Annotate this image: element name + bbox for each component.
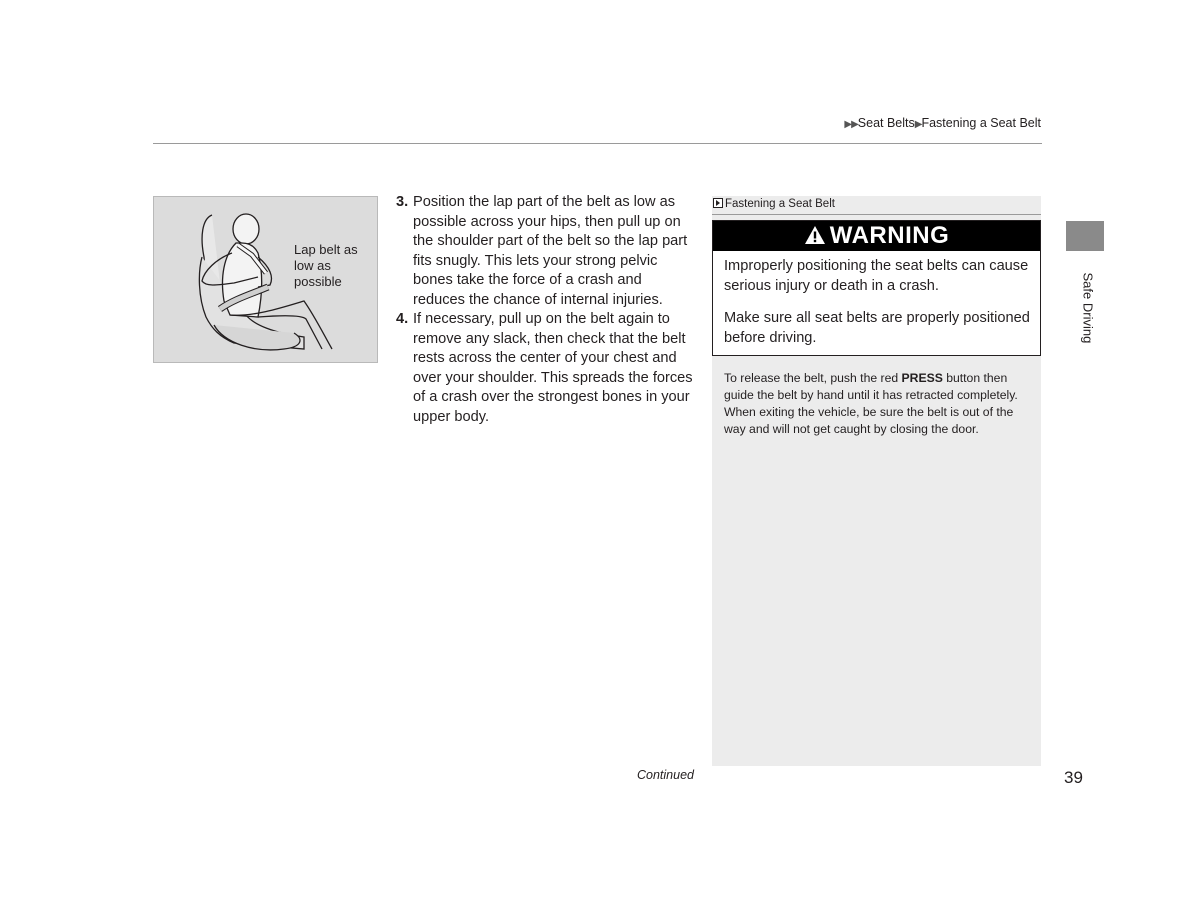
double-triangle-icon: ▶▶ — [844, 119, 858, 130]
section-tab — [1066, 221, 1104, 251]
note-paragraph-exit: When exiting the vehicle, be sure the belt is out of the way and will not get caught by closing the door. — [724, 405, 1014, 436]
warning-heading: WARNING — [829, 222, 950, 249]
warning-paragraph: Improperly positioning the seat belts can cause serious injury or death in a crash. — [724, 258, 1029, 294]
note-text: To release the belt, push the red — [724, 371, 902, 385]
step-text: If necessary, pull up on the belt again to remove any slack, then check that the belt rests across the center of your chest and over your shoulder. This spreads the forces of a crash over the strongest bones in your upper body. — [413, 311, 693, 425]
breadcrumb-item-fastening[interactable]: Fastening a Seat Belt — [921, 116, 1041, 130]
warning-body — [713, 251, 1040, 348]
release-note — [724, 370, 1036, 438]
continued-label: Continued — [637, 768, 694, 782]
warning-paragraph: Make sure all seat belts are properly positioned before driving. — [724, 310, 1030, 346]
warning-box — [712, 220, 1041, 356]
step-number: 4. — [396, 311, 409, 327]
instruction-steps — [392, 193, 694, 427]
step-text: Position the lap part of the belt as low as possible across your hips, then pull up on the shoulder part of the belt so the lap part fits snugly. This lets your strong pelvic bones take the force of a crash and reduces the chance of internal injuries. — [413, 194, 688, 308]
breadcrumb-item-seat-belts[interactable]: Seat Belts — [857, 116, 915, 130]
warning-triangle-icon — [804, 225, 826, 245]
sidebar-title-text: Fastening a Seat Belt — [725, 198, 835, 210]
page-number: 39 — [1064, 768, 1083, 787]
note-text: button then guide the belt by hand until it has retracted completely. — [724, 371, 1018, 402]
section-tab-label: Safe Driving — [1080, 272, 1096, 344]
step-number: 3. — [396, 194, 409, 210]
figure-callout-label: Lap belt as low as possible — [294, 242, 358, 289]
reference-arrow-icon — [713, 198, 723, 208]
step-3 — [392, 193, 694, 310]
warning-header — [713, 221, 1040, 251]
note-paragraph-release — [724, 370, 1036, 404]
header-divider — [153, 143, 1042, 144]
step-4 — [392, 310, 694, 427]
press-button-label: PRESS — [901, 371, 943, 385]
sidebar-notes — [712, 196, 1041, 766]
breadcrumb — [844, 116, 1041, 130]
sidebar-title — [712, 196, 1041, 215]
triangle-icon: ▶ — [914, 119, 922, 130]
seat-belt-illustration — [153, 196, 378, 363]
